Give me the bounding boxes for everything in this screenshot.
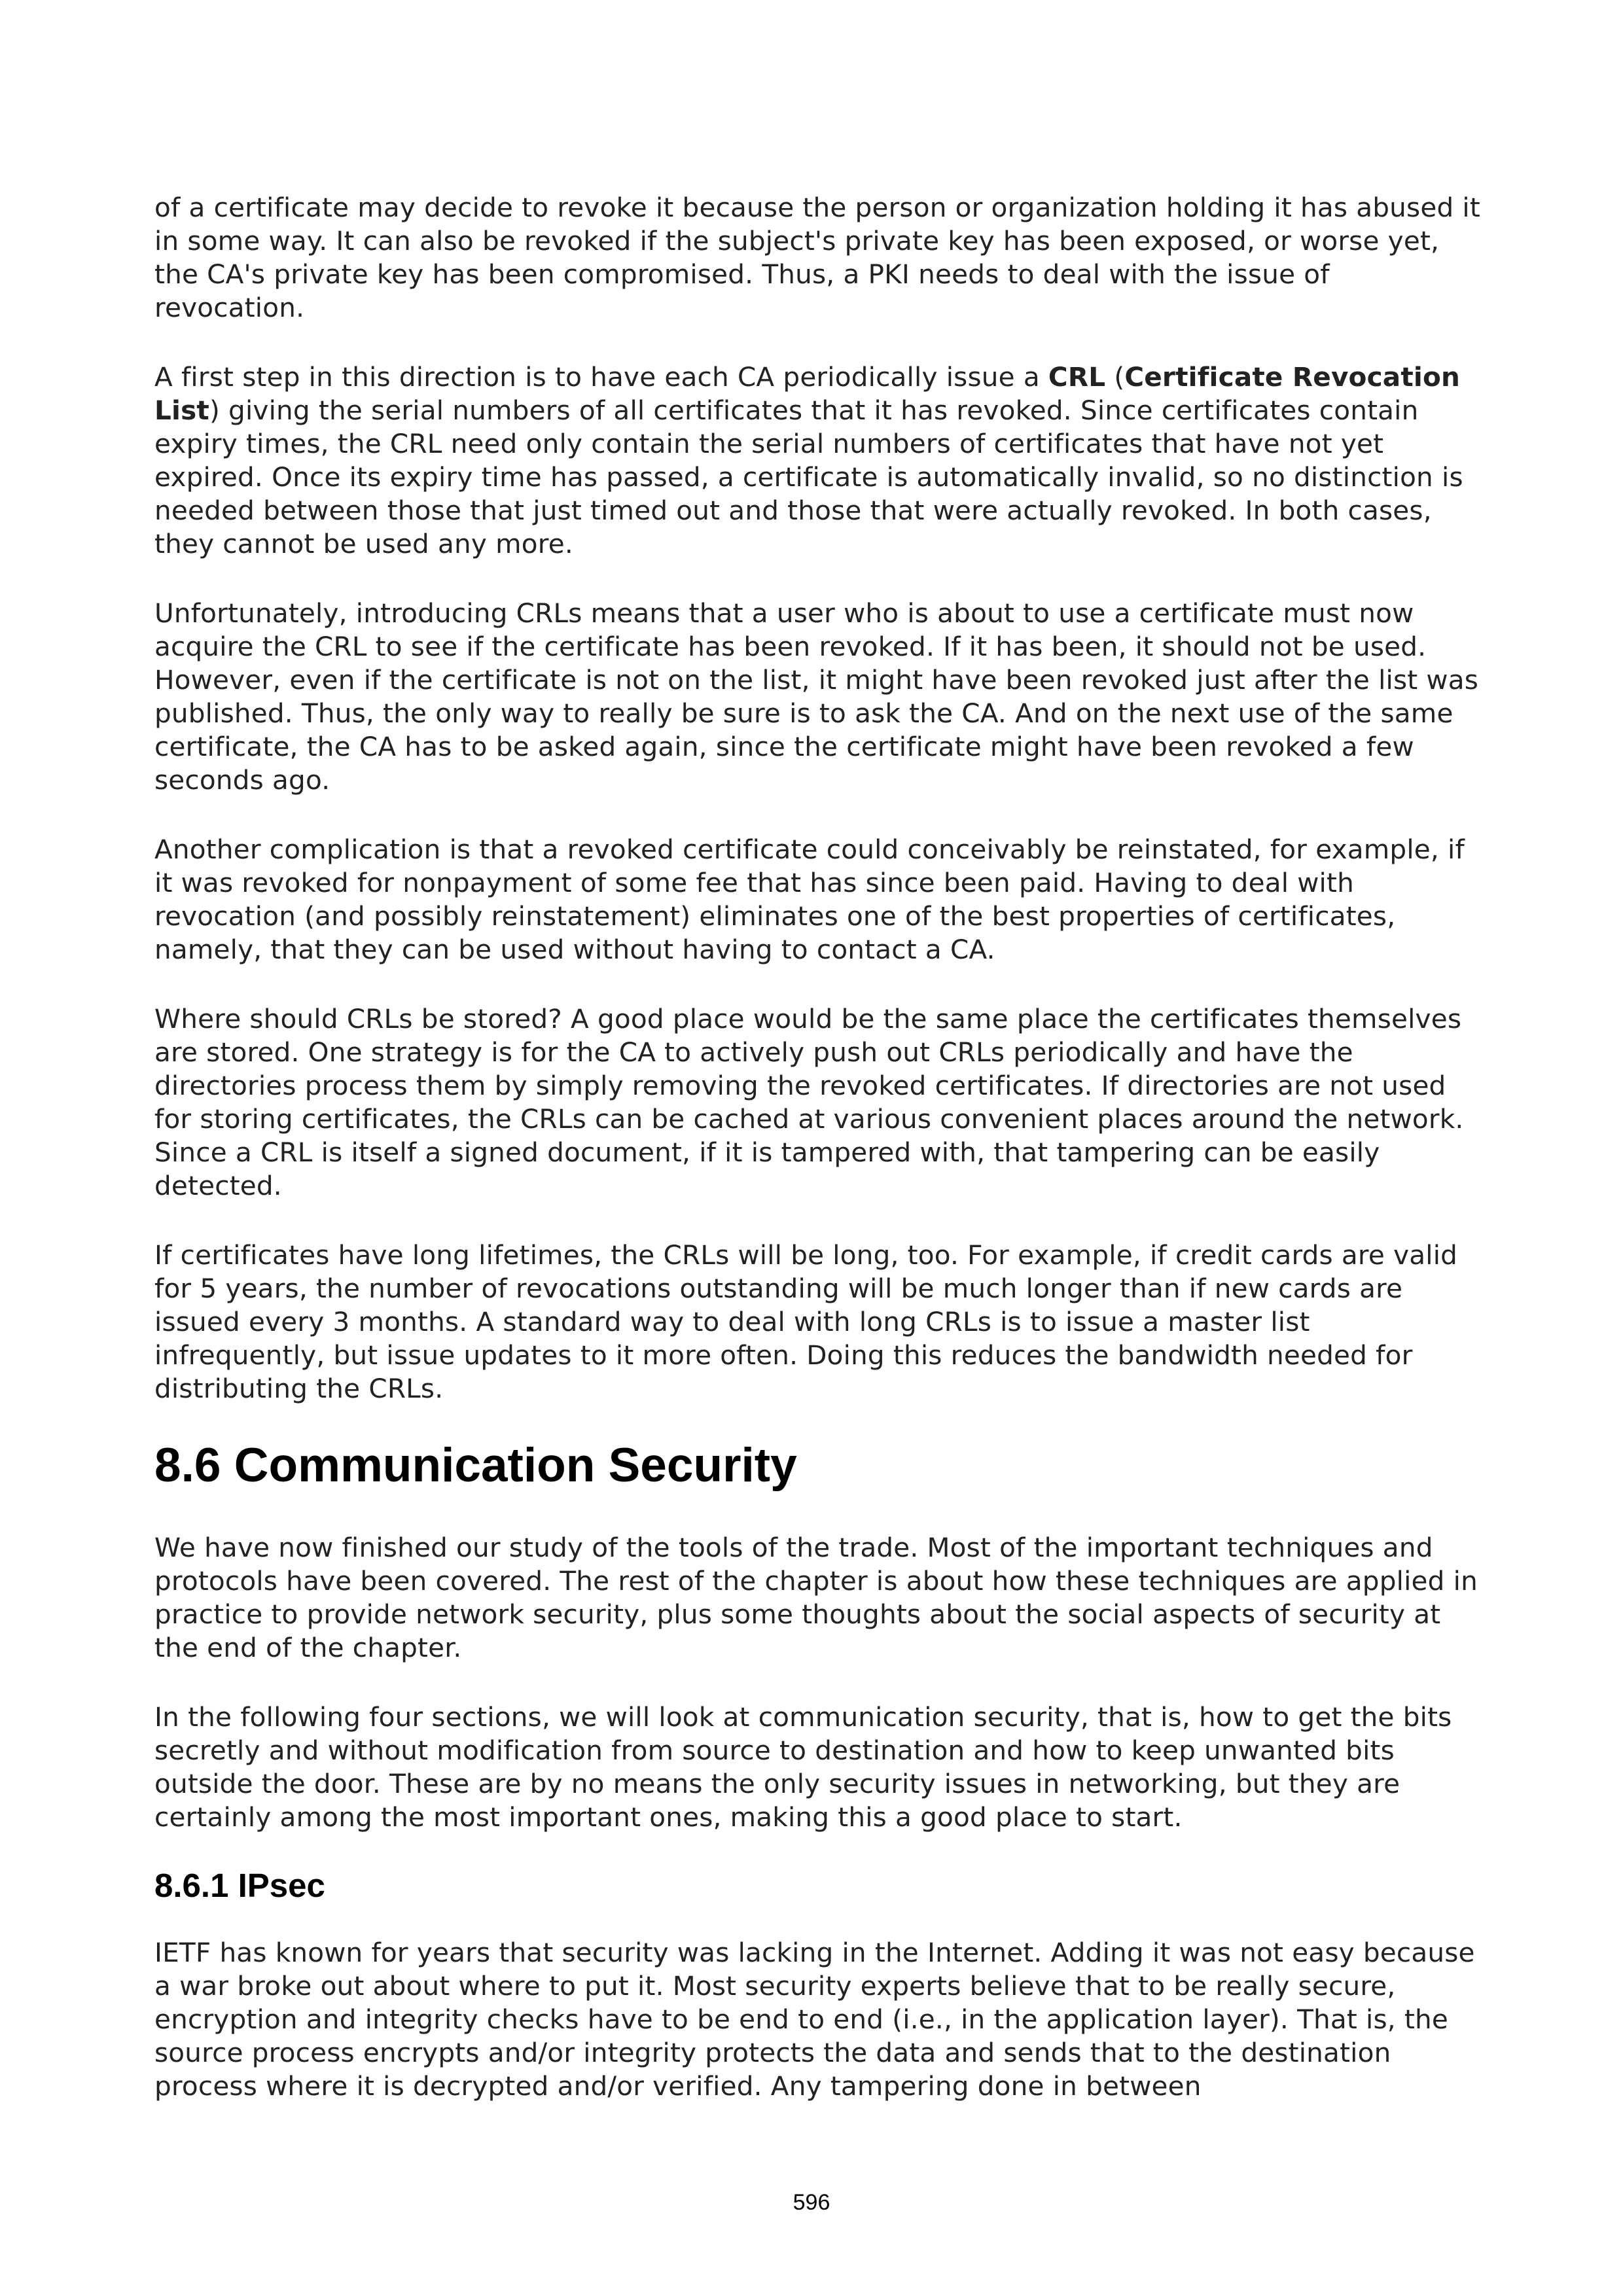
paragraph-section-intro: We have now finished our study of the tools of the trade. Most of the important techniques and protocols have been covered. The rest of the chapter is about how these techniques are applied in practice to provide network security, plus some thoughts about the social aspects of security at the end of the chapter. bbox=[154, 1532, 1478, 1663]
crl-open-paren: ( bbox=[1105, 361, 1125, 393]
subsection-heading: 8.6.1 IPsec bbox=[154, 1867, 325, 1904]
section-heading: 8.6 Communication Security bbox=[154, 1439, 797, 1492]
crl-text-post: ) giving the serial numbers of all certificates that it has revoked. Since certificates contain expiry times, the CRL need only contain the serial numbers of certificates that have not yet expired. Once its expiry time has passed, a certificate is automatically invalid, so no distinction is needed between those that just timed out and those that were actually revoked. In both cases, they cannot be used any more. bbox=[154, 395, 1463, 559]
paragraph-crl-length: If certificates have long lifetimes, the CRLs will be long, too. For example, if credit cards are valid for 5 years, the number of revocations outstanding will be much longer than if new cards are issued every 3 months. A standard way to deal with long CRLs is to issue a master list infrequently, but issue updates to it more often. Doing this reduces the bandwidth needed for distributing the CRLs. bbox=[154, 1239, 1458, 1404]
page-number: 596 bbox=[793, 2190, 830, 2215]
paragraph-section-scope: In the following four sections, we will look at communication security, that is, how to get the bits secretly and without modification from source to destination and how to keep unwanted bits outside the door. These are by no means the only security issues in networking, but they are certainly among the most important ones, making this a good place to start. bbox=[154, 1701, 1452, 1833]
paragraph-revocation-intro: of a certificate may decide to revoke it because the person or organization holding it has abused it in some way. It can also be revoked if the subject's private key has been exposed, or worse yet, the CA's private key has been compromised. Thus, a PKI needs to deal with the issue of revocation. bbox=[154, 192, 1480, 323]
crl-expansion: Certificate Revocation List bbox=[154, 361, 1461, 426]
paragraph-reinstatement: Another complication is that a revoked certificate could conceivably be reinstated, for example, if it was revoked for nonpayment of some fee that has since been paid. Having to deal with revocation (and possibly reinstatement) eliminates one of the best properties of certificates, namely, that they can be used without having to contact a CA. bbox=[154, 834, 1465, 965]
crl-text-pre: A first step in this direction is to have each CA periodically issue a bbox=[154, 361, 1048, 393]
paragraph-ipsec-intro: IETF has known for years that security was lacking in the Internet. Adding it was not easy because a war broke out about where to put it. Most security experts believe that to be really secure, encryption and integrity checks have to be end to end (i.e., in the application layer). That is, the source process encrypts and/or integrity protects the data and sends that to the destination process where it is decrypted and/or verified. Any tampering done in between bbox=[154, 1937, 1475, 2102]
paragraph-crl-storage: Where should CRLs be stored? A good place would be the same place the certificates themselves are stored. One strategy is for the CA to actively push out CRLs periodically and have the directories process them by simply removing the revoked certificates. If directories are not used for storing certificates, the CRLs can be cached at various convenient places around the network. Since a CRL is itself a signed document, if it is tampered with, that tampering can be easily detected. bbox=[154, 1003, 1464, 1201]
paragraph-crl-definition bbox=[154, 361, 1483, 561]
crl-term: CRL bbox=[1048, 361, 1106, 393]
page-body bbox=[154, 191, 1483, 2139]
paragraph-crl-acquire: Unfortunately, introducing CRLs means that a user who is about to use a certificate must now acquire the CRL to see if the certificate has been revoked. If it has been, it should not be used. However, even if the certificate is not on the list, it might have been revoked just after the list was published. Thus, the only way to really be sure is to ask the CA. And on the next use of the same certificate, the CA has to be asked again, since the certificate might have been revoked a few seconds ago. bbox=[154, 597, 1479, 796]
